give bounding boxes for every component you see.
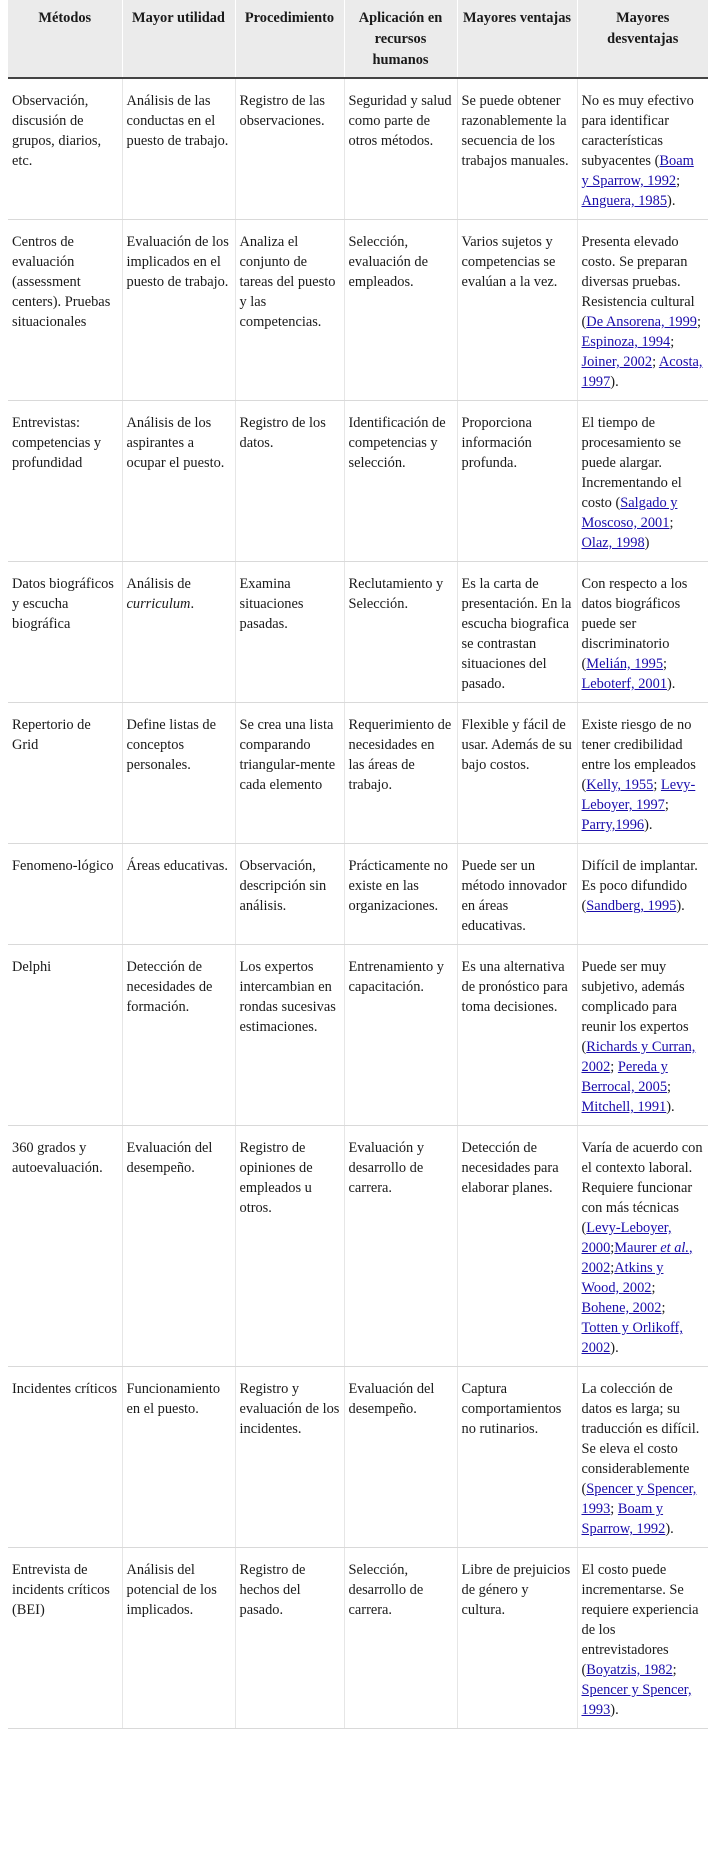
cell-utilidad: Análisis del potencial de los implicados. — [122, 1548, 235, 1729]
cell-procedimiento: Registro de opiniones de empleados u otros. — [235, 1126, 344, 1367]
header-ventajas: Mayores ventajas — [457, 0, 577, 78]
cell-metodo: Datos biográficos y escucha biográfica — [8, 562, 122, 703]
cell-aplicacion: Identificación de competencias y selección. — [344, 401, 457, 562]
desventajas-text: Presenta elevado costo. Se preparan diversas pruebas. Resistencia cultural ( — [581, 234, 695, 330]
cell-desventajas — [577, 844, 708, 945]
table-row — [8, 401, 708, 562]
closing: ). — [665, 1521, 674, 1537]
separator: ; — [667, 1079, 672, 1095]
header-procedimiento: Procedimiento — [235, 0, 344, 78]
cell-utilidad: Análisis de las conductas en el puesto de trabajo. — [122, 78, 235, 220]
separator: ; — [697, 314, 702, 330]
cell-desventajas — [577, 1548, 708, 1729]
reference-link[interactable]: Kelly, 1955 — [586, 777, 654, 793]
cell-desventajas — [577, 562, 708, 703]
cell-procedimiento: Los expertos intercambian en rondas sucesivas estimaciones. — [235, 945, 344, 1126]
separator: ; — [610, 1240, 615, 1256]
closing: ). — [666, 1099, 675, 1115]
reference-link[interactable]: Melián, 1995 — [586, 656, 664, 672]
reference-link[interactable]: Leboterf, 2001 — [581, 676, 668, 692]
cell-aplicacion: Prácticamente no existe en las organizaciones. — [344, 844, 457, 945]
reference-link[interactable]: Bohene, 2002 — [581, 1300, 662, 1316]
reference-link[interactable]: Boam y Sparrow, 1992 — [581, 1501, 666, 1537]
reference-link[interactable]: Levy-Leboyer, 1997 — [581, 777, 696, 813]
cell-metodo: Repertorio de Grid — [8, 703, 122, 844]
cell-desventajas — [577, 703, 708, 844]
cell-utilidad: Detección de necesidades de formación. — [122, 945, 235, 1126]
table-row — [8, 1548, 708, 1729]
cell-metodo: 360 grados y autoevaluación. — [8, 1126, 122, 1367]
closing: ) — [644, 535, 650, 551]
cell-desventajas — [577, 401, 708, 562]
cell-aplicacion: Selección, evaluación de empleados. — [344, 220, 457, 401]
reference-link[interactable]: Acosta, 1997 — [581, 354, 703, 390]
separator: ; — [669, 515, 674, 531]
cell-metodo: Centros de evaluación (assessment centers). Pruebas situacionales — [8, 220, 122, 401]
reference-link[interactable]: Totten y Orlikoff, 2002 — [581, 1320, 683, 1356]
cell-ventajas: Detección de necesidades para elaborar planes. — [457, 1126, 577, 1367]
cell-utilidad: Funcionamiento en el puesto. — [122, 1367, 235, 1548]
ref-etal: et al. — [660, 1240, 690, 1256]
header-utilidad: Mayor utilidad — [122, 0, 235, 78]
cell-aplicacion: Entrenamiento y capacitación. — [344, 945, 457, 1126]
ref-year: , 2002 — [581, 1240, 693, 1276]
header-aplicacion: Aplicación en recursos humanos — [344, 0, 457, 78]
cell-ventajas: Libre de prejuicios de género y cultura. — [457, 1548, 577, 1729]
cell-aplicacion: Reclutamiento y Selección. — [344, 562, 457, 703]
reference-link[interactable]: Joiner, 2002 — [581, 354, 653, 370]
reference-link[interactable]: Spencer y Spencer, 1993 — [581, 1682, 692, 1718]
separator: ; — [610, 1501, 618, 1517]
cell-procedimiento: Examina situaciones pasadas. — [235, 562, 344, 703]
cell-procedimiento: Observación, descripción sin análisis. — [235, 844, 344, 945]
cell-procedimiento: Registro de los datos. — [235, 401, 344, 562]
reference-link[interactable]: Richards y Curran, 2002 — [581, 1039, 696, 1075]
cell-desventajas — [577, 220, 708, 401]
desventajas-text: El tiempo de procesamiento se puede alargar. Incrementando el costo ( — [581, 415, 682, 511]
cell-ventajas: Varios sujetos y competencias se evalúan a la vez. — [457, 220, 577, 401]
cell-metodo: Delphi — [8, 945, 122, 1126]
cell-aplicacion: Evaluación y desarrollo de carrera. — [344, 1126, 457, 1367]
separator: ; — [651, 1280, 656, 1296]
table-header — [8, 0, 708, 78]
separator: ; — [661, 1300, 666, 1316]
header-metodos: Métodos — [8, 0, 122, 78]
separator: ; — [664, 797, 669, 813]
cell-utilidad: Áreas educativas. — [122, 844, 235, 945]
cell-ventajas: Es la carta de presentación. En la escucha biografica se contrastan situaciones del pasado. — [457, 562, 577, 703]
reference-link[interactable]: Atkins y Wood, 2002 — [581, 1260, 664, 1296]
utilidad-end: . — [190, 596, 195, 612]
reference-link[interactable]: Anguera, 1985 — [581, 193, 668, 209]
cell-procedimiento: Registro de las observaciones. — [235, 78, 344, 220]
cell-ventajas: Es una alternativa de pronóstico para toma decisiones. — [457, 945, 577, 1126]
cell-utilidad: Define listas de conceptos personales. — [122, 703, 235, 844]
separator: ; — [610, 1059, 618, 1075]
reference-link[interactable]: Olaz, 1998 — [581, 535, 645, 551]
cell-ventajas: Se puede obtener razonablemente la secuencia de los trabajos manuales. — [457, 78, 577, 220]
desventajas-text: Existe riesgo de no tener credibilidad entre los empleados ( — [581, 717, 696, 793]
cell-utilidad: Evaluación del desempeño. — [122, 1126, 235, 1367]
closing: ). — [676, 898, 685, 914]
cell-metodo: Entrevistas: competencias y profundidad — [8, 401, 122, 562]
table-row — [8, 1126, 708, 1367]
desventajas-text: Puede ser muy subjetivo, además complicado para reunir los expertos ( — [581, 959, 689, 1055]
methods-table — [8, 0, 708, 1729]
cell-desventajas — [577, 945, 708, 1126]
table-row — [8, 945, 708, 1126]
reference-link[interactable]: De Ansorena, 1999 — [586, 314, 698, 330]
cell-metodo: Incidentes críticos — [8, 1367, 122, 1548]
separator: ; — [663, 656, 668, 672]
desventajas-text: El costo puede incrementarse. Se requiere experiencia de los entrevistadores ( — [581, 1562, 699, 1678]
table-row — [8, 703, 708, 844]
cell-desventajas — [577, 78, 708, 220]
reference-link[interactable]: Pereda y Berrocal, 2005 — [581, 1059, 668, 1095]
ref-author: Maurer — [614, 1240, 661, 1256]
reference-link[interactable]: Sandberg, 1995 — [586, 898, 677, 914]
cell-procedimiento: Registro y evaluación de los incidentes. — [235, 1367, 344, 1548]
table-row — [8, 562, 708, 703]
cell-desventajas — [577, 1126, 708, 1367]
cell-metodo: Fenomeno-lógico — [8, 844, 122, 945]
cell-utilidad — [122, 562, 235, 703]
separator: ; — [653, 777, 661, 793]
cell-aplicacion: Seguridad y salud como parte de otros métodos. — [344, 78, 457, 220]
desventajas-text: No es muy efectivo para identificar características subyacentes ( — [581, 93, 694, 169]
closing: ). — [610, 1340, 619, 1356]
header-row — [8, 0, 708, 78]
closing: ). — [667, 193, 676, 209]
desventajas-text: Difícil de implantar. Es poco difundido ( — [581, 858, 698, 914]
reference-link[interactable]: Salgado y Moscoso, 2001 — [581, 495, 678, 531]
utilidad-italic: curriculum — [126, 596, 191, 612]
utilidad-text: Análisis de — [126, 576, 191, 592]
closing: ). — [644, 817, 653, 833]
cell-metodo: Entrevista de incidents críticos (BEI) — [8, 1548, 122, 1729]
closing: ). — [667, 676, 676, 692]
cell-procedimiento: Analiza el conjunto de tareas del puesto y las competencias. — [235, 220, 344, 401]
cell-utilidad: Evaluación de los implicados en el puesto de trabajo. — [122, 220, 235, 401]
reference-link[interactable]: Boam y Sparrow, 1992 — [581, 153, 694, 189]
separator: ; — [672, 1662, 677, 1678]
separator: ; — [676, 173, 681, 189]
cell-desventajas — [577, 1367, 708, 1548]
cell-utilidad: Análisis de los aspirantes a ocupar el puesto. — [122, 401, 235, 562]
separator: ; — [652, 354, 659, 370]
table-row — [8, 1367, 708, 1548]
closing: ). — [610, 374, 619, 390]
reference-link[interactable]: Boyatzis, 1982 — [586, 1662, 673, 1678]
desventajas-text: La colección de datos es larga; su traducción es difícil. Se eleva el costo considerablemente ( — [581, 1381, 700, 1497]
table-row — [8, 78, 708, 220]
cell-ventajas: Flexible y fácil de usar. Además de su bajo costos. — [457, 703, 577, 844]
cell-ventajas: Captura comportamientos no rutinarios. — [457, 1367, 577, 1548]
cell-aplicacion: Evaluación del desempeño. — [344, 1367, 457, 1548]
reference-link[interactable]: Espinoza, 1994 — [581, 334, 671, 350]
separator: ; — [670, 334, 675, 350]
cell-procedimiento: Registro de hechos del pasado. — [235, 1548, 344, 1729]
cell-metodo: Observación, discusión de grupos, diarios, etc. — [8, 78, 122, 220]
desventajas-text: Varía de acuerdo con el contexto laboral. Requiere funcionar con más técnicas ( — [581, 1140, 703, 1236]
reference-link[interactable]: Spencer y Spencer, 1993 — [581, 1481, 697, 1517]
cell-procedimiento: Se crea una lista comparando triangular-mente cada elemento — [235, 703, 344, 844]
cell-ventajas: Proporciona información profunda. — [457, 401, 577, 562]
reference-link[interactable]: Levy-Leboyer, 2000 — [581, 1220, 672, 1256]
cell-aplicacion: Selección, desarrollo de carrera. — [344, 1548, 457, 1729]
desventajas-text: Con respecto a los datos biográficos puede ser discriminatorio ( — [581, 576, 688, 672]
table-body — [8, 78, 708, 1729]
cell-ventajas: Puede ser un método innovador en áreas educativas. — [457, 844, 577, 945]
header-desventajas: Mayores desventajas — [577, 0, 708, 78]
cell-aplicacion: Requerimiento de necesidades en las áreas de trabajo. — [344, 703, 457, 844]
reference-link[interactable]: Parry,1996 — [581, 817, 645, 833]
closing: ). — [610, 1702, 619, 1718]
reference-link[interactable]: Mitchell, 1991 — [581, 1099, 667, 1115]
table-row — [8, 844, 708, 945]
separator: ; — [610, 1260, 615, 1276]
table-row — [8, 220, 708, 401]
